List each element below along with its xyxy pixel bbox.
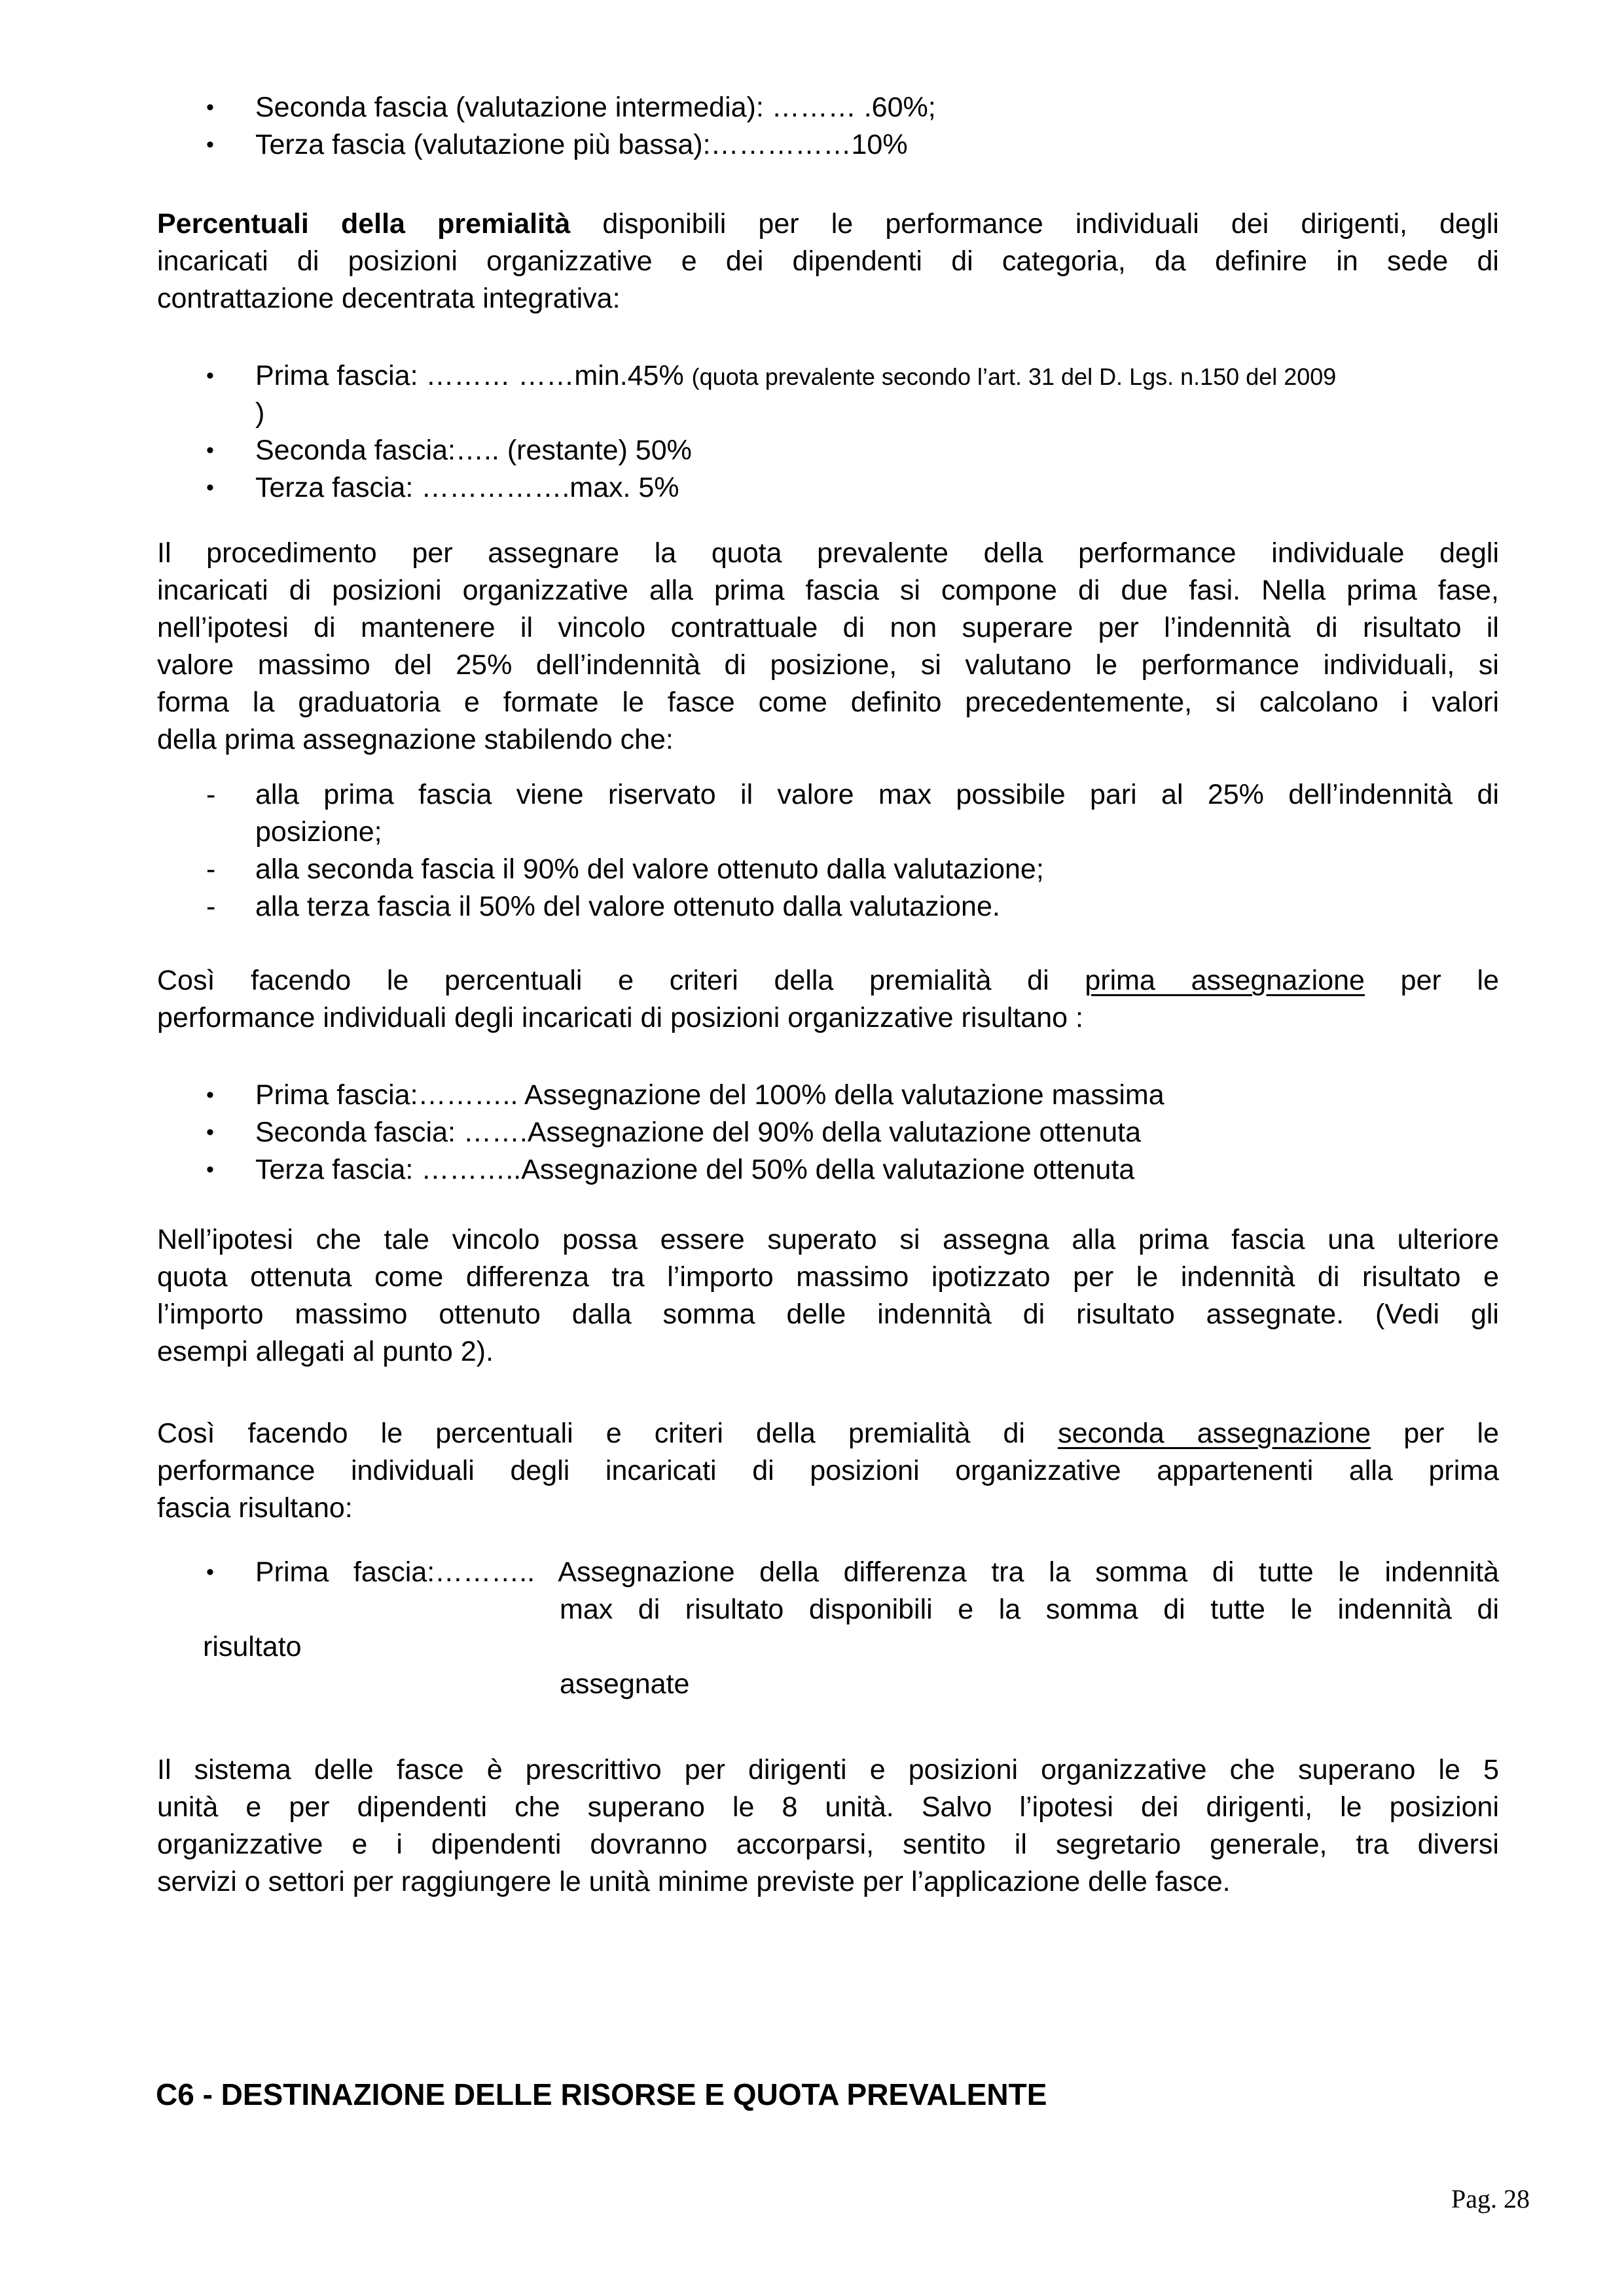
list-item-continuation: risultato bbox=[203, 1631, 302, 1662]
list-item-main-text: Prima fascia: ……… ……min.45% bbox=[255, 360, 692, 391]
paragraph-procedimento bbox=[157, 535, 1499, 759]
paragraph-line bbox=[157, 206, 1499, 243]
paragraph-line: nell’ipotesi di mantenere il vincolo contrattuale di non superare per l’indennità di risultato il bbox=[157, 612, 1499, 643]
paragraph-line: performance individuali degli incaricati di posizioni organizzative appartenenti alla prima bbox=[157, 1455, 1499, 1486]
list-item-text: Seconda fascia:….. (restante) 50% bbox=[255, 435, 692, 466]
paragraph-line: forma la graduatoria e formate le fasce come definito precedentemente, si calcolano i valori bbox=[157, 687, 1499, 718]
bullet-icon: • bbox=[206, 1560, 214, 1585]
paragraph-text: per le bbox=[1364, 965, 1499, 996]
paragraph-line: Il procedimento per assegnare la quota prevalente della performance individuale degli bbox=[157, 537, 1499, 569]
list-item bbox=[157, 888, 1499, 925]
list-item bbox=[157, 1554, 1499, 1591]
dash-icon: - bbox=[206, 891, 216, 922]
paragraph-ipotesi bbox=[157, 1221, 1499, 1371]
list-item bbox=[157, 89, 1499, 126]
list-item bbox=[157, 357, 1499, 432]
list-item bbox=[157, 776, 1499, 851]
paragraph-percentuali bbox=[157, 206, 1499, 317]
bold-lead-text: Percentuali della premialità bbox=[157, 208, 571, 240]
paragraph-line: incaricati di posizioni organizzative e dei dipendenti di categoria, da definire in sede di bbox=[157, 245, 1499, 277]
paragraph-seconda-assegnazione bbox=[157, 1415, 1499, 1527]
paragraph-line: esempi allegati al punto 2). bbox=[157, 1336, 494, 1367]
list-item bbox=[157, 469, 1499, 507]
paragraph-line bbox=[157, 1415, 1499, 1452]
bullet-icon: • bbox=[206, 363, 214, 388]
section-heading-c6: C6 - DESTINAZIONE DELLE RISORSE E QUOTA PREVALENTE bbox=[156, 2077, 1047, 2111]
paragraph-text: disponibili per le performance individuali dei dirigenti, degli bbox=[570, 208, 1499, 240]
criteri-dash-list bbox=[157, 776, 1499, 925]
paragraph-sistema-fasce bbox=[157, 1751, 1499, 1901]
list-item-text: Seconda fascia (valutazione intermedia): ……… .60%; bbox=[255, 92, 936, 123]
list-item-text: Seconda fascia: …….Assegnazione del 90% della valutazione ottenuta bbox=[255, 1117, 1141, 1148]
paragraph-line: performance individuali degli incaricati di posizioni organizzative risultano : bbox=[157, 1002, 1083, 1033]
assegnazione-list bbox=[157, 1077, 1499, 1189]
bullet-icon: • bbox=[206, 95, 214, 120]
paragraph-line: fascia risultano: bbox=[157, 1492, 353, 1524]
list-item-continuation: assegnate bbox=[560, 1668, 690, 1700]
paragraph-prima-assegnazione bbox=[157, 962, 1499, 1037]
underlined-text: prima assegnazione bbox=[1085, 965, 1365, 996]
paragraph-line: l’importo massimo ottenuto dalla somma delle indennità di risultato assegnate. (Vedi gli bbox=[157, 1299, 1499, 1330]
list-item bbox=[157, 126, 1499, 164]
paragraph-line: della prima assegnazione stabilendo che: bbox=[157, 724, 674, 755]
dash-icon: - bbox=[206, 779, 216, 810]
list-item-continuation: max di risultato disponibili e la somma di tutte le indennità di bbox=[560, 1594, 1499, 1625]
differenza-list bbox=[157, 1554, 1499, 1703]
paragraph-line: Il sistema delle fasce è prescrittivo per dirigenti e posizioni organizzative che superano le 5 bbox=[157, 1754, 1499, 1785]
list-item-text: Terza fascia (valutazione più bassa):……………10% bbox=[255, 129, 908, 160]
paragraph-line bbox=[157, 962, 1499, 999]
paragraph-line: quota ottenuta come differenza tra l’importo massimo ipotizzato per le indennità di risultato e bbox=[157, 1261, 1499, 1293]
bullet-icon: • bbox=[206, 438, 214, 463]
list-item-text: Prima fascia:……….. Assegnazione della differenza tra la somma di tutte le indennità bbox=[255, 1556, 1499, 1588]
paragraph-line: incaricati di posizioni organizzative alla prima fascia si compone di due fasi. Nella prima fase, bbox=[157, 575, 1499, 606]
list-item-text: alla seconda fascia il 90% del valore ottenuto dalla valutazione; bbox=[255, 853, 1044, 885]
paragraph-line: Nell’ipotesi che tale vincolo possa essere superato si assegna alla prima fascia una ulteriore bbox=[157, 1224, 1499, 1255]
list-item bbox=[157, 432, 1499, 469]
list-item-text: alla terza fascia il 50% del valore ottenuto dalla valutazione. bbox=[255, 891, 1000, 922]
list-item bbox=[157, 851, 1499, 888]
bullet-icon: • bbox=[206, 1157, 214, 1182]
bullet-icon: • bbox=[206, 132, 214, 157]
list-item bbox=[157, 1114, 1499, 1151]
paragraph-line: unità e per dipendenti che superano le 8 unità. Salvo l’ipotesi dei dirigenti, le posizioni bbox=[157, 1791, 1499, 1823]
underlined-text: seconda assegnazione bbox=[1058, 1418, 1371, 1449]
fascia-percent-list bbox=[157, 89, 1499, 164]
list-item-text bbox=[255, 357, 1499, 395]
list-item-continuation: ) bbox=[255, 397, 265, 429]
list-item-text: Terza fascia: …………….max. 5% bbox=[255, 472, 679, 503]
list-item bbox=[157, 1077, 1499, 1114]
list-item-text: Terza fascia: ………..Assegnazione del 50% della valutazione ottenuta bbox=[255, 1154, 1135, 1185]
list-item-small-text: (quota prevalente secondo l’art. 31 del D. Lgs. n.150 del 2009 bbox=[691, 363, 1337, 390]
bullet-icon: • bbox=[206, 1083, 214, 1107]
paragraph-line: organizzative e i dipendenti dovranno accorparsi, sentito il segretario generale, tra diversi bbox=[157, 1829, 1499, 1860]
paragraph-line: contrattazione decentrata integrativa: bbox=[157, 283, 621, 314]
page-number: Pag. 28 bbox=[1451, 2184, 1530, 2214]
premialita-percent-list bbox=[157, 357, 1499, 507]
dash-icon: - bbox=[206, 853, 216, 885]
paragraph-line: valore massimo del 25% dell’indennità di posizione, si valutano le performance individuali, si bbox=[157, 649, 1499, 681]
paragraph-text: Così facendo le percentuali e criteri della premialità di bbox=[157, 965, 1085, 996]
paragraph-line: servizi o settori per raggiungere le unità minime previste per l’applicazione delle fasce. bbox=[157, 1866, 1231, 1897]
list-item-continuation: posizione; bbox=[255, 816, 382, 848]
paragraph-text: Così facendo le percentuali e criteri della premialità di bbox=[157, 1418, 1058, 1449]
list-item bbox=[157, 1151, 1499, 1189]
list-item-text: alla prima fascia viene riservato il valore max possibile pari al 25% dell’indennità di bbox=[255, 779, 1499, 810]
bullet-icon: • bbox=[206, 1120, 214, 1145]
bullet-icon: • bbox=[206, 475, 214, 500]
list-item-text: Prima fascia:……….. Assegnazione del 100% della valutazione massima bbox=[255, 1079, 1164, 1111]
paragraph-text: per le bbox=[1371, 1418, 1499, 1449]
